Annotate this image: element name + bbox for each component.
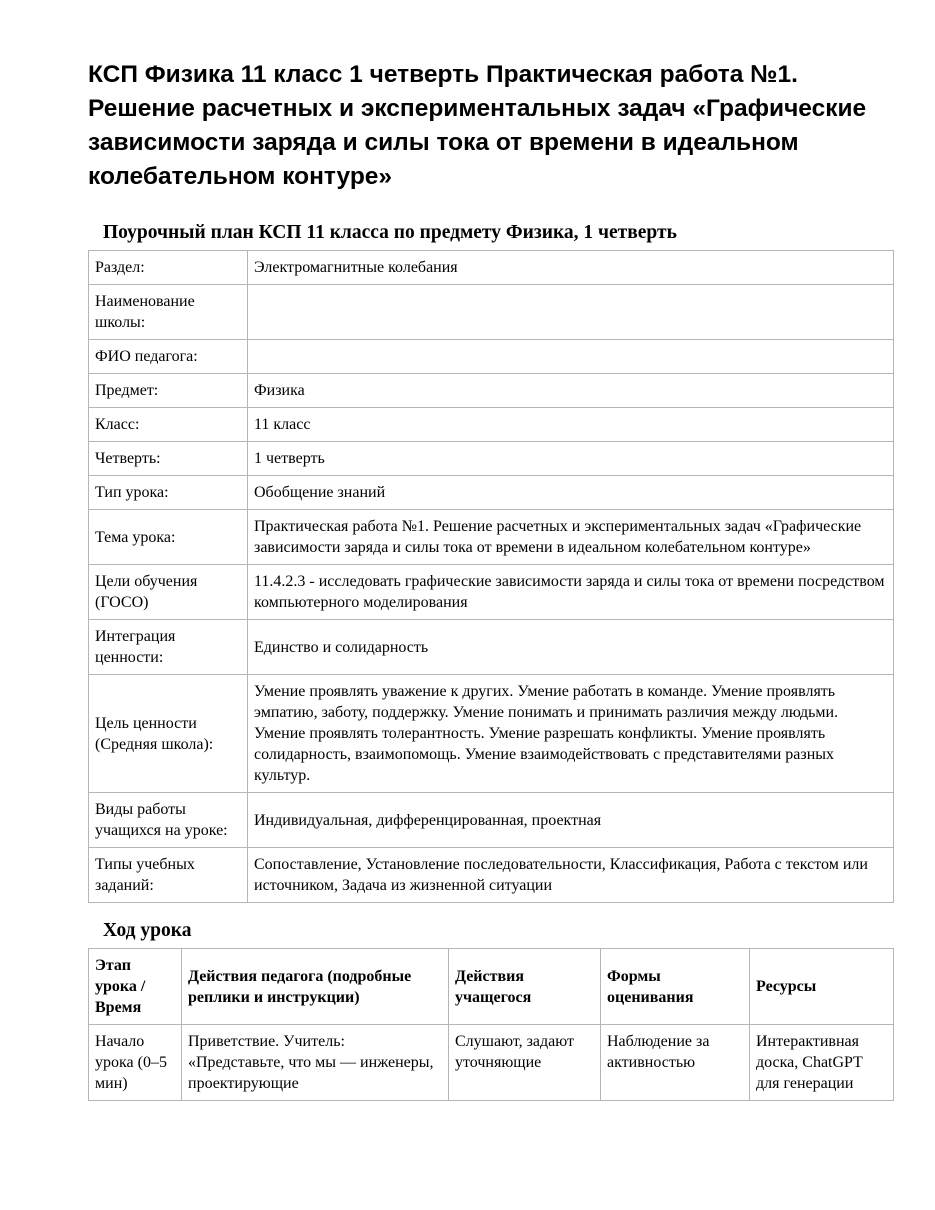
column-header-stage: Этап урока / Время	[89, 949, 182, 1025]
info-label: Цель ценности (Средняя школа):	[89, 675, 248, 793]
info-value: 1 четверть	[248, 442, 894, 476]
info-value: Практическая работа №1. Решение расчетных и экспериментальных задач «Графические зависимости заряда и силы тока от времени в идеальном колебательном контуре»	[248, 510, 894, 565]
document-page	[88, 58, 894, 1101]
lesson-heading: Ход урока	[103, 920, 192, 941]
info-table	[88, 250, 894, 903]
info-label: Четверть:	[89, 442, 248, 476]
plan-heading: Поурочный план КСП 11 класса по предмету Физика, 1 четверть	[103, 222, 677, 243]
info-row	[89, 251, 894, 285]
info-label: Интеграция ценности:	[89, 620, 248, 675]
info-row	[89, 620, 894, 675]
info-label: Цели обучения (ГОСО)	[89, 565, 248, 620]
info-row	[89, 510, 894, 565]
info-label: Предмет:	[89, 374, 248, 408]
info-label: Наименование школы:	[89, 285, 248, 340]
document-title: КСП Физика 11 класс 1 четверть Практическая работа №1. Решение расчетных и экспериментальных задач «Графические зависимости заряда и силы тока от времени в идеальном колебательном контуре»	[88, 61, 867, 190]
info-value: Сопоставление, Установление последовательности, Классификация, Работа с текстом или источником, Задача из жизненной ситуации	[248, 848, 894, 903]
lesson-cell-student-actions: Слушают, задают уточняющие	[449, 1025, 601, 1101]
lesson-cell-teacher-actions: Приветствие. Учитель: «Представьте, что мы — инженеры, проектирующие	[182, 1025, 449, 1101]
info-value: Физика	[248, 374, 894, 408]
info-value: Индивидуальная, дифференцированная, проектная	[248, 793, 894, 848]
info-label: Класс:	[89, 408, 248, 442]
info-row	[89, 793, 894, 848]
info-row	[89, 442, 894, 476]
lesson-cell-resources: Интерактивная доска, ChatGPT для генерации	[750, 1025, 894, 1101]
column-header-assessment: Формы оценивания	[601, 949, 750, 1025]
info-row	[89, 476, 894, 510]
column-header-student-actions: Действия учащегося	[449, 949, 601, 1025]
info-row	[89, 340, 894, 374]
info-label: Типы учебных заданий:	[89, 848, 248, 903]
column-header-resources: Ресурсы	[750, 949, 894, 1025]
lesson-cell-stage: Начало урока (0–5 мин)	[89, 1025, 182, 1101]
info-row	[89, 675, 894, 793]
info-value: Умение проявлять уважение к других. Умение работать в команде. Умение проявлять эмпатию, заботу, поддержку. Умение понимать и принимать различия между людьми. Умение проявлять толерантность. Умение разрешать конфликты. Умение проявлять солидарность, взаимопомощь. Умение взаимодействовать с представителями разных культур.	[248, 675, 894, 793]
info-row	[89, 565, 894, 620]
info-value: Единство и солидарность	[248, 620, 894, 675]
info-label: Виды работы учащихся на уроке:	[89, 793, 248, 848]
info-value: 11 класс	[248, 408, 894, 442]
lesson-header-row	[89, 949, 894, 1025]
info-row	[89, 408, 894, 442]
info-value: Обобщение знаний	[248, 476, 894, 510]
lesson-cell-assessment: Наблюдение за активностью	[601, 1025, 750, 1101]
info-value: Электромагнитные колебания	[248, 251, 894, 285]
info-label: Тип урока:	[89, 476, 248, 510]
lesson-table	[88, 948, 894, 1101]
info-label: Раздел:	[89, 251, 248, 285]
info-value: 11.4.2.3 - исследовать графические зависимости заряда и силы тока от времени посредством компьютерного моделирования	[248, 565, 894, 620]
lesson-row	[89, 1025, 894, 1101]
info-label: Тема урока:	[89, 510, 248, 565]
info-value	[248, 285, 894, 340]
column-header-teacher-actions: Действия педагога (подробные реплики и инструкции)	[182, 949, 449, 1025]
info-row	[89, 848, 894, 903]
info-label: ФИО педагога:	[89, 340, 248, 374]
info-value	[248, 340, 894, 374]
info-row	[89, 285, 894, 340]
info-row	[89, 374, 894, 408]
